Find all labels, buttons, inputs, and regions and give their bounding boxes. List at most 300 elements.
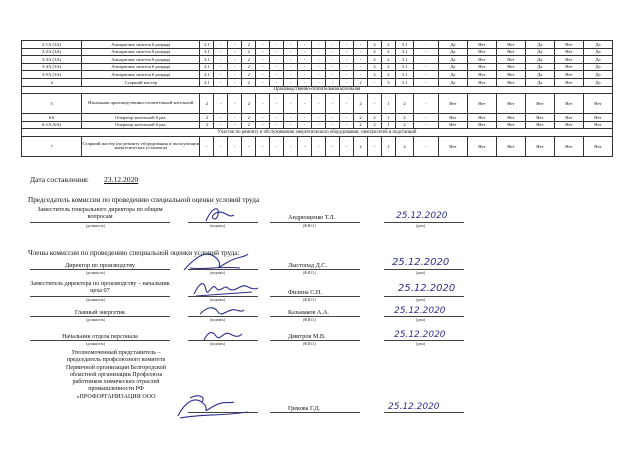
table-cell: - [298,41,312,49]
table-cell: Нет [496,48,525,56]
member-3-position-line [30,316,170,317]
table-cell: Нет [467,48,496,56]
chair-name: Андрющенко Т.Л. [288,214,336,221]
table-cell: Да [438,71,467,79]
table-cell: - [228,71,242,79]
table-section-title: Производственно-отопительная котельная [22,86,613,94]
table-cell: 2 [381,48,395,56]
caption-signature: (подпись) [210,224,225,228]
table-cell: 2 [242,114,256,122]
member-4-caption-date: (дата) [416,342,425,346]
table-cell: 2 [367,48,381,56]
member-2-position: Заместитель директора по производству – начальник цеха 07 [30,280,170,294]
table-cell: Нет [554,94,583,114]
table-cell: Нет [583,94,612,114]
representative-signature-image [172,392,252,422]
member-1-signature-image [180,248,250,276]
table-cell: Нет [438,121,467,129]
chair-name-line [270,222,360,223]
table-cell: - [414,121,439,129]
table-cell: Нет [525,136,554,156]
table-cell: 2 [242,121,256,129]
table-cell: Нет [554,121,583,129]
table-cell: 3-3А (3А) [22,56,82,64]
table-cell: Нет [467,136,496,156]
table-cell: Нет [438,94,467,114]
table-cell: - [312,78,326,86]
table-cell: Да [525,63,554,71]
table-cell: 2 [381,41,395,49]
table-cell: - [340,136,354,156]
table-cell: - [298,63,312,71]
table-cell: - [214,78,228,86]
table-cell: 2 [242,71,256,79]
member-2-signature-image [190,276,260,300]
table-cell: Да [438,78,467,86]
table-cell: - [326,48,340,56]
member-1-position-line [30,269,170,270]
chair-position-line [30,222,170,223]
table-row [22,121,613,129]
table-cell: Да [525,71,554,79]
table-cell: Нет [554,78,583,86]
table-cell: Да [525,48,554,56]
table-cell: - [214,114,228,122]
table-cell: Нет [554,63,583,71]
table-cell: 1 [381,94,395,114]
table-cell: Нет [496,63,525,71]
representative-name-line [270,412,360,413]
table-cell: - [326,121,340,129]
table-cell: 3 [381,78,395,86]
table-cell: Нет [467,94,496,114]
table-cell: - [326,63,340,71]
table-cell: Нет [583,114,612,122]
table-cell: Нет [554,48,583,56]
table-cell: 4 [22,78,82,86]
table-cell: 1 [381,136,395,156]
table-cell: 2 [395,114,413,122]
table-cell: 2 [200,114,214,122]
table-cell: Да [525,56,554,64]
table-cell: Аппаратчик синтеза 6 разряда [82,63,200,71]
table-cell: 2 [395,121,413,129]
table-cell: Нет [525,94,554,114]
table-cell: - [367,94,381,114]
table-cell: - [228,121,242,129]
table-cell: - [256,121,270,129]
table-cell: 2 [354,121,368,129]
table-cell: 3.1 [200,41,214,49]
member-4-signature-image [200,326,244,344]
table-cell: - [284,56,298,64]
table-cell: - [256,41,270,49]
date-label: Дата составления: [30,175,89,184]
table-cell: - [414,63,439,71]
table-cell: - [298,94,312,114]
member-2-caption-date: (дата) [416,298,425,302]
table-section-title: Участок по ремонту и обслуживанию энергетического оборудования, электросетей и подстанций [22,129,613,137]
table-cell: - [326,94,340,114]
table-row [22,63,613,71]
table-cell: Нет [467,71,496,79]
table-cell: - [214,41,228,49]
table-cell: - [340,114,354,122]
table-cell: - [312,48,326,56]
table-cell: Нет [496,41,525,49]
table-cell: 2 [200,121,214,129]
table-cell: - [298,56,312,64]
table-cell: 3.1 [395,63,413,71]
member-2-caption-position: (должность) [86,298,105,302]
table-cell: - [256,78,270,86]
table-cell: 2 [395,136,413,156]
table-section-row [22,86,613,94]
table-cell: 3.1 [200,78,214,86]
table-cell: - [367,78,381,86]
table-cell: - [298,136,312,156]
table-cell: Нет [467,56,496,64]
chair-date-line [384,222,464,223]
table-cell: - [284,63,298,71]
table-cell: Нет [496,121,525,129]
table-cell: Аппаратчик синтеза 6 разряда [82,71,200,79]
table-cell: Да [583,41,612,49]
table-cell: - [228,94,242,114]
table-cell: - [284,41,298,49]
member-2-name-line [270,296,360,297]
representative-date-handwritten: 25.12.2020 [388,402,440,412]
table-cell: 3.1 [200,63,214,71]
member-2-date-handwritten: 25.12.2020 [398,283,456,294]
table-cell: - [256,48,270,56]
table-cell: - [312,63,326,71]
member-4-name-line [270,340,360,341]
table-cell: 3-2А (3А) [22,48,82,56]
table-row [22,114,613,122]
table-cell: Да [525,78,554,86]
table-cell: - [367,136,381,156]
table-cell: 6-1А (6А) [22,121,82,129]
table-cell: - [270,56,284,64]
member-3-caption-date: (дата) [416,318,425,322]
table-cell: - [228,78,242,86]
table-cell: Аппаратчик синтеза 6 разряда [82,48,200,56]
table-cell: 2 [242,41,256,49]
representative-position: Уполномоченный представитель – председатель профсоюзного комитета Первичной организации Белгородской областной организации Профсоюза работников химических отраслей промышленности РФ «ПРОФОРГАНИЗАЦИЯ ООО [65,350,166,400]
table-cell: Нет [496,114,525,122]
member-2-date-line [384,296,464,297]
table-cell: Нет [467,63,496,71]
table-cell: - [270,94,284,114]
table-cell: 2 [381,71,395,79]
table-cell: - [284,121,298,129]
table-cell: - [270,114,284,122]
table-cell: - [340,41,354,49]
table-cell: - [326,78,340,86]
table-cell: Нет [496,136,525,156]
table-cell: - [256,71,270,79]
table-cell: 2 [367,56,381,64]
member-4-name: Дмитров М.В. [288,333,326,340]
table-cell: Нет [554,56,583,64]
table-cell: - [200,136,214,156]
member-3-date-handwritten: 25.12.2020 [394,306,446,316]
table-cell: - [214,121,228,129]
table-cell: - [312,136,326,156]
table-cell: - [284,78,298,86]
table-cell: 5 [22,94,82,114]
table-cell: Нет [496,71,525,79]
table-row [22,41,613,49]
chair-position: Заместитель генерального директора по общим вопросам [37,206,163,220]
table-cell: - [270,136,284,156]
table-cell: - [354,41,368,49]
table-cell: - [256,114,270,122]
caption-fio: (Ф.И.О.) [303,224,317,228]
table-cell: - [414,71,439,79]
table-cell: 2 [242,56,256,64]
chair-signature-image [198,203,238,225]
table-cell: 2 [354,94,368,114]
table-cell: 3.1 [395,48,413,56]
table-cell: 1 [381,114,395,122]
table-cell: 6А [22,114,82,122]
member-2-name: Филина С.Н. [288,289,322,296]
date-value: 23.12.2020 [104,175,139,184]
member-1-caption-signature: (подпись) [210,271,225,275]
table-row [22,94,613,114]
table-cell: 2 [367,63,381,71]
table-row [22,48,613,56]
table-cell: 2 [242,48,256,56]
table-cell: 3.1 [395,56,413,64]
table-cell: - [326,71,340,79]
table-cell: Аппаратчик синтеза 6 разряда [82,41,200,49]
table-cell: - [270,78,284,86]
table-cell: 3-5А (3А) [22,71,82,79]
caption-date: (дата) [416,224,425,228]
table-cell: 3-4А (3А) [22,63,82,71]
member-1-caption-fio: (Ф.И.О.) [303,271,317,275]
table-cell: - [312,56,326,64]
table-cell: Да [583,63,612,71]
table-cell: Оператор котельной 6 раз. [82,114,200,122]
table-cell: - [414,41,439,49]
table-cell: - [354,56,368,64]
table-cell: Нет [467,121,496,129]
table-cell: - [312,121,326,129]
table-cell: - [228,136,242,156]
table-cell: - [312,114,326,122]
member-1-name-line [270,269,360,270]
table-row [22,78,613,86]
table-cell: - [270,121,284,129]
table-cell: Нет [525,121,554,129]
table-cell: 3-1А (3А) [22,41,82,49]
table-cell: - [228,56,242,64]
table-cell: Да [438,48,467,56]
table-cell: - [214,71,228,79]
table-row [22,71,613,79]
table-cell: 2 [200,94,214,114]
table-cell: 2 [242,63,256,71]
member-3-name: Казьмаков А.А. [288,309,329,316]
member-3-caption-fio: (Ф.И.О.) [303,318,317,322]
table-cell: 2 [381,56,395,64]
chair-date-handwritten: 25.12.2020 [396,211,448,221]
member-1-date-handwritten: 25.12.2020 [392,257,450,268]
table-cell: 2 [354,114,368,122]
table-cell: - [242,136,256,156]
table-cell: Оператор котельной 6 раз. [82,121,200,129]
member-1-position: Директор по производству [64,262,136,269]
table-cell: - [284,48,298,56]
table-cell: Аппаратчик синтеза 6 разряда [82,56,200,64]
table-cell: - [298,114,312,122]
table-cell: Старший мастер [82,78,200,86]
member-3-name-line [270,316,360,317]
table-cell: Да [583,56,612,64]
table-cell: - [414,56,439,64]
table-cell: 2 [367,121,381,129]
member-2-caption-fio: (Ф.И.О.) [303,298,317,302]
table-cell: - [326,136,340,156]
table-cell: 2 [242,94,256,114]
table-cell: Нет [467,78,496,86]
table-cell: - [256,56,270,64]
table-cell: - [270,48,284,56]
table-cell: Старший мастер (по ремонту оборудования и эксплуатации энергетических установок) [82,136,200,156]
member-3-caption-signature: (подпись) [210,318,225,322]
table-cell: Нет [554,71,583,79]
table-cell: 2 [381,63,395,71]
table-cell: Нет [496,78,525,86]
table-cell: Нет [583,121,612,129]
table-cell: - [414,114,439,122]
table-cell: - [284,71,298,79]
table-cell: Нет [467,41,496,49]
table-cell: - [228,41,242,49]
table-cell: 3.1 [200,56,214,64]
caption-position: (должность) [86,224,105,228]
table-cell: - [284,94,298,114]
table-cell: - [228,114,242,122]
table-cell: 1 [381,121,395,129]
table-cell: - [414,94,439,114]
table-cell: 2 [354,78,368,86]
member-2-caption-signature: (подпись) [210,298,225,302]
member-3-signature-image [196,302,246,320]
table-cell: Начальник производственно-отопительной котельной [82,94,200,114]
table-cell: Нет [554,114,583,122]
table-cell: - [214,94,228,114]
member-4-date-handwritten: 25.12.2020 [394,330,446,340]
table-cell: - [298,71,312,79]
table-cell: - [214,48,228,56]
members-heading: Члены комиссии по проведению специальной оценки условий труда: [28,249,240,257]
table-cell: Да [583,48,612,56]
table-cell: Да [438,56,467,64]
table-cell: - [312,94,326,114]
table-row [22,136,613,156]
table-cell: - [326,114,340,122]
member-3-position: Главный энергетик [74,309,126,316]
table-cell: - [270,63,284,71]
table-cell: - [284,136,298,156]
table-cell: - [284,114,298,122]
table-cell: - [270,71,284,79]
member-3-date-line [384,316,464,317]
member-4-caption-position: (должность) [86,342,105,346]
results-table [21,40,613,157]
table-cell: - [340,63,354,71]
table-cell: - [312,71,326,79]
table-cell: - [354,63,368,71]
member-1-name: Лыстопад Д.С. [288,262,328,269]
table-cell: - [340,71,354,79]
member-4-position: Начальник отдела персонала [62,333,138,340]
table-cell: - [414,136,439,156]
table-cell: Нет [438,114,467,122]
table-cell: Да [525,41,554,49]
table-cell: - [340,94,354,114]
table-cell: 2 [354,136,368,156]
table-cell: Нет [554,41,583,49]
table-cell: - [270,41,284,49]
table-cell: - [414,48,439,56]
table-cell: - [326,56,340,64]
table-cell: 3.1 [395,41,413,49]
table-cell: - [214,136,228,156]
table-cell: Нет [467,114,496,122]
table-cell: - [312,41,326,49]
table-cell: 3.1 [395,71,413,79]
table-cell: 7 [22,136,82,156]
table-cell: Нет [496,56,525,64]
representative-name: Грекова Г.Д. [288,405,321,412]
table-cell: - [414,78,439,86]
table-cell: 3.1 [200,48,214,56]
table-cell: - [326,41,340,49]
table-cell: - [228,63,242,71]
table-cell: - [298,48,312,56]
table-cell: - [354,48,368,56]
table-cell: 2 [242,78,256,86]
table-cell: Да [583,78,612,86]
table-cell: 2 [367,114,381,122]
table-cell: 2 [367,41,381,49]
member-4-caption-signature: (подпись) [210,342,225,346]
table-cell: 2 [367,71,381,79]
table-cell: Да [583,71,612,79]
table-cell: - [256,94,270,114]
table-cell: - [340,78,354,86]
table-cell: Да [438,63,467,71]
member-4-position-line [30,340,170,341]
table-cell: Да [438,41,467,49]
table-cell: Нет [583,136,612,156]
table-cell: Нет [525,114,554,122]
table-cell: - [256,63,270,71]
table-cell: - [340,56,354,64]
member-2-position-line [30,296,170,297]
table-cell: - [228,48,242,56]
table-cell: - [354,71,368,79]
table-cell: - [214,63,228,71]
member-4-caption-fio: (Ф.И.О.) [303,342,317,346]
table-cell: - [298,78,312,86]
